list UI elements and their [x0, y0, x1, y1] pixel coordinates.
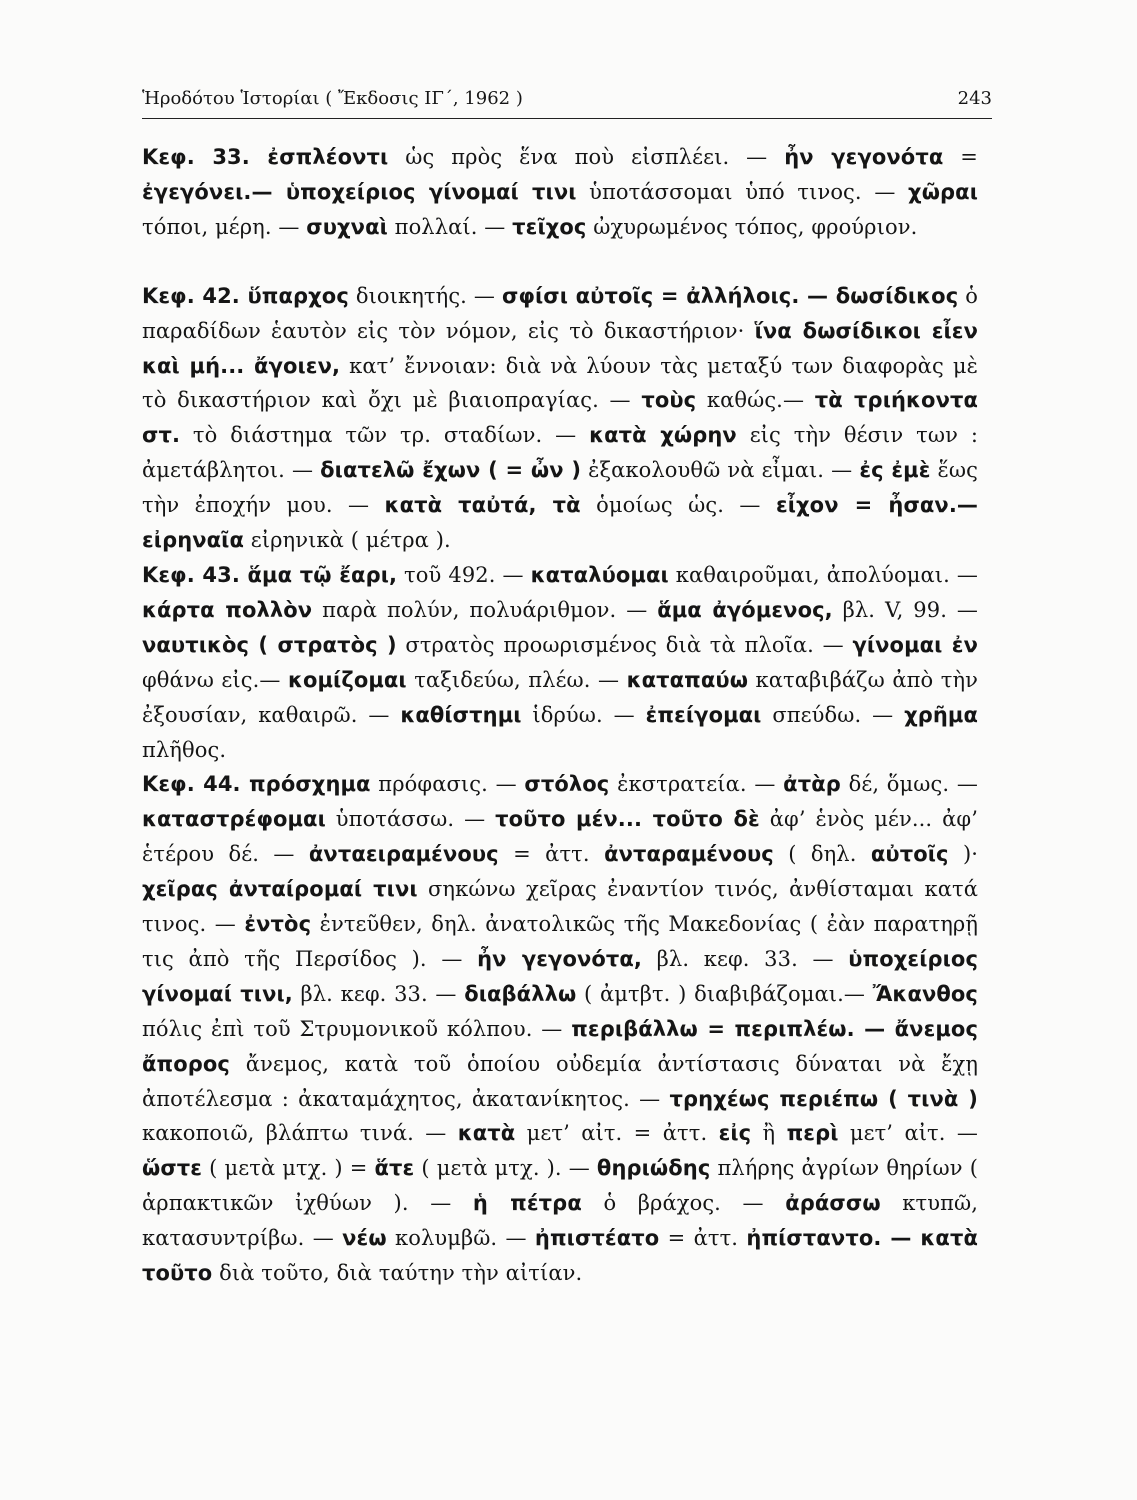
- headword: κατὰ: [457, 1121, 516, 1146]
- gloss-text: ὁμοίως ὡς. —: [580, 493, 776, 518]
- headword: τοῦτο μέν... τοῦτο δὲ: [495, 807, 760, 832]
- headword: Κεφ. 42. ὕπαρχος: [142, 283, 349, 308]
- section-chapter-43: [142, 558, 978, 767]
- headword: καθίστημι: [400, 702, 522, 727]
- headword: εἰς: [718, 1121, 752, 1146]
- headword: κατὰ χώρην: [589, 423, 737, 448]
- section-chapter-44: [142, 767, 978, 1291]
- headword: Κεφ. 43. ἅμα τῷ ἔαρι,: [142, 562, 398, 587]
- headword: κάρτα πολλὸν: [142, 597, 313, 622]
- gloss-text: ἄνεμος, κατὰ τοῦ ὁποίου οὐδεμία ἀντίστασις δύναται νὰ ἔχῃ ἀποτέλεσμα : ἀκαταμάχητος, ἀκατανίκητος. —: [142, 1051, 978, 1111]
- running-head: [142, 84, 992, 114]
- headword: ἅτε: [374, 1156, 415, 1181]
- gloss-text: σπεύδω. —: [761, 702, 905, 727]
- gloss-text: δέ, ὅμως. —: [840, 772, 978, 797]
- headword: ἡ πέτρα: [472, 1191, 582, 1216]
- gloss-text: καθώς.—: [696, 388, 815, 413]
- gloss-text: μετ’ αἰτ. —: [838, 1121, 978, 1146]
- headword: ἀνταειραμένους: [308, 842, 499, 867]
- gloss-text: στρατὸς προωρισμένος διὰ τὰ πλοῖα. —: [396, 632, 853, 657]
- gloss-text: ( δηλ.: [773, 842, 871, 867]
- gloss-text: εἰς τὴν θέσιν των : ἀμετάβλητοι. —: [142, 423, 978, 483]
- headword: τρηχέως περιέπω ( τινὰ ): [669, 1086, 978, 1111]
- headword: ἦν γεγονότα: [784, 145, 944, 169]
- headword: ἀράσσω: [785, 1191, 881, 1216]
- headword: περιβάλλω = περιπλέω. — ἄνεμος ἄπορος: [142, 1016, 978, 1076]
- headword: ἵνα δωσίδικοι εἶεν καὶ μή... ἄγοιεν,: [142, 318, 979, 378]
- headword: ἦν γεγονότα,: [477, 946, 643, 971]
- gloss-text: ὑποτάσσω. —: [325, 807, 496, 832]
- headword: κομίζομαι: [287, 667, 407, 692]
- gloss-text: πολλαί. —: [387, 214, 513, 239]
- gloss-text: ἢ: [751, 1121, 787, 1146]
- gloss-text: ὁ παραδίδων ἑαυτὸν εἰς τὸν νόμον, εἰς τὸ δικαστήριον·: [142, 283, 978, 343]
- gloss-text: ( ἀμτβτ. ) διαβιβάζομαι.—: [576, 981, 873, 1006]
- page-number: 243: [957, 88, 992, 109]
- headword: καταστρέφομαι: [142, 807, 326, 832]
- gloss-text: ὠχυρωμένος τόπος, φρούριον.: [586, 214, 918, 239]
- gloss-text: = ἀττ.: [498, 842, 605, 867]
- gloss-text: πρόφασις. —: [370, 772, 525, 797]
- headword: συχναὶ: [306, 214, 388, 239]
- gloss-text: βλ. κεφ. 33. —: [642, 946, 849, 971]
- gloss-text: διοικητής. —: [348, 283, 503, 308]
- headword: ὑποχείριος γίνομαί τινι,: [142, 946, 978, 1006]
- headword: κατὰ ταὐτά, τὰ: [384, 493, 581, 518]
- gloss-text: κτυπῶ, κατασυντρίβω. —: [142, 1191, 979, 1251]
- gloss-text: ἀφ’ ἑνὸς μέν... ἀφ’ ἑτέρου δέ. —: [142, 807, 978, 867]
- headword: ἐπείγομαι: [645, 702, 762, 727]
- section-chapter-33: [142, 140, 978, 245]
- headword: τοὺς: [641, 388, 697, 413]
- gloss-text: πόλις ἐπὶ τοῦ Στρυμονικοῦ κόλπου. —: [142, 1016, 572, 1041]
- headword: ὥστε: [142, 1156, 203, 1181]
- gloss-text: φθάνω εἰς.—: [142, 667, 288, 692]
- headword: περὶ: [786, 1121, 839, 1146]
- gloss-text: ἐκστρατεία. —: [609, 772, 784, 797]
- gloss-text: ( μετὰ μτχ. ) =: [202, 1156, 375, 1181]
- headword: ἐντὸς: [244, 912, 312, 937]
- gloss-text: καταβιβάζω ἀπὸ τὴν ἐξουσίαν, καθαιρῶ. —: [142, 667, 978, 727]
- headword: Κεφ. 33. ἐσπλέοντι: [142, 145, 389, 169]
- gloss-text: ἕως τὴν ἐποχήν μου. —: [142, 458, 978, 518]
- gloss-text: ὡς πρὸς ἕνα ποὺ εἰσπλέει. —: [388, 145, 785, 169]
- headword: αὐτοῖς: [870, 842, 949, 867]
- gloss-text: βλ. V, 99. —: [832, 597, 978, 622]
- headword: σφίσι αὐτοῖς = ἀλλήλοις. — δωσίδικος: [502, 283, 959, 308]
- gloss-text: κατ’ ἔννοιαν: διὰ νὰ λύουν τὰς μεταξύ των διαφορὰς μὲ τὸ δικαστήριον καὶ ὄχι μὲ βιαιοπραγίας. —: [142, 353, 979, 413]
- header-rule: [142, 118, 992, 119]
- headword: στόλος: [524, 772, 610, 797]
- gloss-text: )·: [948, 842, 979, 867]
- headword: ἠπίσταντο. — κατὰ τοῦτο: [142, 1226, 978, 1286]
- headword: καταπαύω: [626, 667, 749, 692]
- gloss-text: βλ. κεφ. 33. —: [292, 981, 465, 1006]
- gloss-text: = ἀττ.: [659, 1226, 747, 1251]
- headword: ἀνταραμένους: [604, 842, 774, 867]
- headword: ἐγεγόνει.— ὑποχείριος γίνομαί τινι: [142, 179, 577, 204]
- commentary-body: [142, 140, 978, 1291]
- headword: τὰ τριήκοντα στ.: [142, 388, 979, 448]
- gloss-text: παρὰ πολύν, πολυάριθμον. —: [312, 597, 658, 622]
- headword: νέω: [342, 1226, 387, 1251]
- headword: ναυτικὸς ( στρατὸς ): [142, 632, 397, 657]
- headword: χῶραι: [908, 179, 978, 204]
- gloss-text: ἐντεῦθεν, δηλ. ἀνατολικῶς τῆς Μακεδονίας ( ἐὰν παρατηρῇ τις ἀπὸ τῆς Περσίδος ). —: [142, 912, 979, 971]
- headword: διατελῶ ἔχων ( = ὦν ): [320, 458, 582, 483]
- headword: τεῖχος: [512, 214, 587, 239]
- section-chapter-42: [142, 279, 978, 558]
- gloss-text: σηκώνω χεῖρας ἐναντίον τινός, ἀνθίσταμαι κατά τινος. —: [142, 877, 978, 937]
- headword: ἐς ἐμὲ: [859, 458, 931, 483]
- gloss-text: πλήρης ἀγρίων θηρίων ( ἁρπακτικῶν ἰχθύων ). —: [142, 1156, 978, 1216]
- gloss-text: κολυμβῶ. —: [386, 1226, 535, 1251]
- headword: Ἄκανθος: [872, 981, 978, 1006]
- headword: διαβάλλω: [464, 981, 577, 1006]
- headword: Κεφ. 44. πρόσχημα: [142, 772, 371, 797]
- gloss-text: τὸ διάστημα τῶν τρ. σταδίων. —: [180, 423, 590, 448]
- gloss-text: μετ’ αἰτ. = ἀττ.: [515, 1121, 719, 1146]
- headword: εἶχον = ἦσαν.— εἰρηναῖα: [142, 493, 979, 553]
- gloss-text: τόποι, μέρη. —: [142, 214, 307, 239]
- gloss-text: ( μετὰ μτχ. ). —: [414, 1156, 597, 1181]
- headword: θηριώδης: [596, 1156, 711, 1181]
- headword: χεῖρας ἀνταίρομαί τινι: [142, 877, 418, 902]
- gloss-text: πλῆθος.: [142, 737, 227, 762]
- gloss-text: =: [943, 145, 978, 169]
- gloss-text: ὁ βράχος. —: [581, 1191, 786, 1216]
- headword: χρῆμα: [904, 702, 978, 727]
- headword: ἅμα ἀγόμενος,: [657, 597, 833, 622]
- gloss-text: ἱδρύω. —: [521, 702, 646, 727]
- running-title: Ἡροδότου Ἱστορίαι ( Ἔκδοσις ΙΓ΄, 1962 ): [142, 88, 523, 109]
- gloss-text: καθαιροῦμαι, ἀπολύομαι. —: [668, 562, 978, 587]
- headword: καταλύομαι: [530, 562, 669, 587]
- headword: γίνομαι ἐν: [852, 632, 978, 657]
- gloss-text: ἐξακολουθῶ νὰ εἶμαι. —: [581, 458, 860, 483]
- gloss-text: ὑποτάσσομαι ὑπό τινος. —: [576, 179, 909, 204]
- gloss-text: ταξιδεύω, πλέω. —: [406, 667, 627, 692]
- gloss-text: κακοποιῶ, βλάπτω τινά. —: [142, 1121, 458, 1146]
- gloss-text: τοῦ 492. —: [397, 562, 531, 587]
- gloss-text: εἰρηνικὰ ( μέτρα ).: [244, 528, 451, 553]
- headword: ἀτὰρ: [783, 772, 841, 797]
- headword: ἠπιστέατο: [534, 1226, 660, 1251]
- gloss-text: διὰ τοῦτο, διὰ ταύτην τὴν αἰτίαν.: [212, 1261, 583, 1286]
